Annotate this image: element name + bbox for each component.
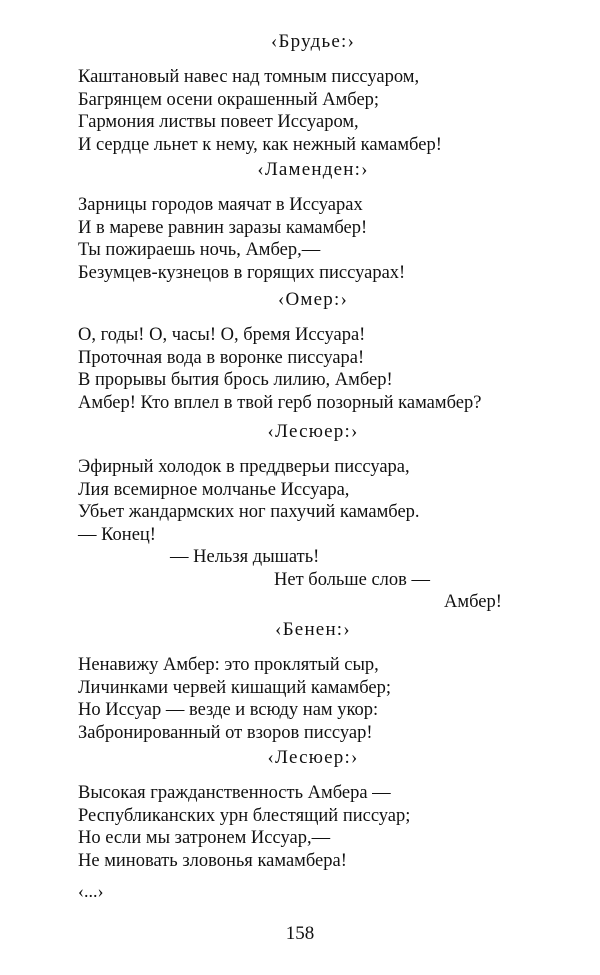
stanza-benen xyxy=(78,618,548,744)
page-number: 158 xyxy=(285,923,315,944)
verse-line: И в мареве равнин заразы камамбер! xyxy=(78,217,368,238)
verse-line: Забронированный от взоров писсуар! xyxy=(78,722,373,743)
verse-lines xyxy=(78,456,548,614)
stanza-omer xyxy=(78,288,548,414)
verse-line: Амбер! Кто вплел в твой герб позорный камамбер? xyxy=(78,392,482,413)
verse-line: Лия всемирное молчанье Иссуара, xyxy=(78,479,350,500)
verse-line: Ненавижу Амбер: это проклятый сыр, xyxy=(78,655,379,675)
verse-line: О, годы! О, часы! О, бремя Иссуара! xyxy=(78,325,366,345)
stanza-lesyuer-2 xyxy=(78,746,548,872)
verse-line: Но Иссуар — везде и всюду нам укор: xyxy=(78,700,379,720)
verse-line: Багрянцем осени окрашенный Амбер; xyxy=(78,89,380,110)
verse-line: Проточная вода в воронке писсуара! xyxy=(78,347,365,368)
verse-line: Личинками червей кишащий камамбер; xyxy=(78,677,392,698)
verse-line: — Конец! xyxy=(78,524,156,545)
verse-lines xyxy=(78,194,548,284)
verse-lines xyxy=(78,66,548,156)
speaker-name: ‹Брудье:› xyxy=(271,31,355,52)
speaker-name: ‹Лесюер:› xyxy=(267,421,359,442)
verse-lines xyxy=(78,324,548,414)
verse-line: Зарницы городов маячат в Иссуарах xyxy=(78,195,363,215)
verse-line: В прорывы бытия брось лилию, Амбер! xyxy=(78,370,393,390)
verse-line: И сердце льнет к нему, как нежный камамбер! xyxy=(78,134,442,155)
speaker-name: ‹Лесюер:› xyxy=(267,747,359,768)
speaker-name: ‹Ламенден:› xyxy=(257,159,369,180)
verse-line: Не миновать зловонья камамбера! xyxy=(78,850,347,871)
verse-line: Безумцев-кузнецов в горящих писсуарах! xyxy=(78,262,406,283)
verse-line: Республиканских урн блестящий писсуар; xyxy=(78,805,411,826)
verse-line: Высокая гражданственность Амбера — xyxy=(78,783,391,803)
verse-line: Каштановый навес над томным писсуаром, xyxy=(78,67,420,87)
verse-lines xyxy=(78,654,548,744)
verse-line: Убьет жандармских ног пахучий камамбер. xyxy=(78,502,420,522)
speaker-name: ‹Омер:› xyxy=(277,289,348,310)
omission-mark: ‹...› xyxy=(78,881,104,901)
verse-line-stepped: Амбер! xyxy=(444,592,502,612)
stanza-brudye xyxy=(78,30,548,156)
verse-line-stepped: Нет больше слов — xyxy=(274,569,431,590)
verse-line: Гармония листвы повеет Иссуаром, xyxy=(78,112,359,132)
stanza-lamenden xyxy=(78,158,548,284)
stanza-lesyuer-1 xyxy=(78,420,548,614)
verse-line-stepped: — Нельзя дышать! xyxy=(170,547,320,567)
verse-line: Но если мы затронем Иссуар,— xyxy=(78,828,331,848)
verse-line: Ты пожираешь ночь, Амбер,— xyxy=(78,240,321,260)
verse-line: Эфирный холодок в преддверьи писсуара, xyxy=(78,457,410,477)
speaker-name: ‹Бенен:› xyxy=(275,619,351,640)
verse-lines xyxy=(78,782,548,872)
